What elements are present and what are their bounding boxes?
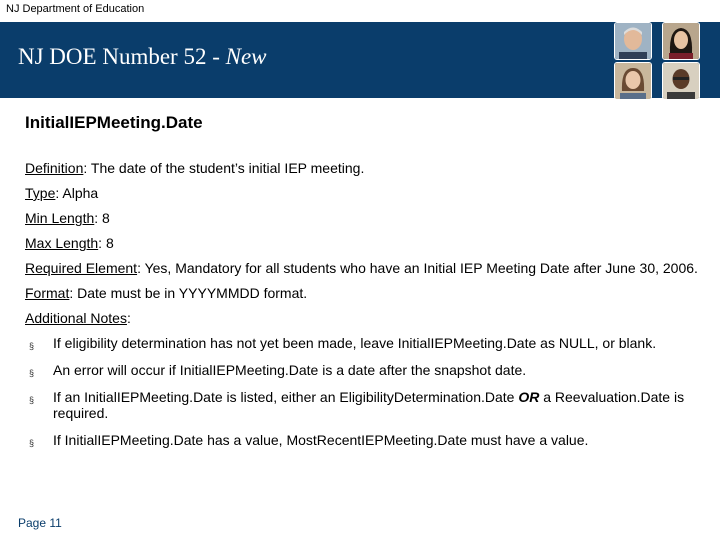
photo-collage (614, 22, 710, 98)
title-banner (0, 22, 720, 98)
format-row (25, 285, 705, 301)
person-photo (662, 62, 700, 100)
note-text: If eligibility determination has not yet been made, leave InitialIEPMeeting.Date as NULL, or blank. (53, 335, 657, 351)
bullet-icon: § (29, 395, 35, 405)
max-length-row (25, 235, 705, 251)
note-text: An error will occur if InitialIEPMeeting.Date is a date after the snapshot date. (53, 362, 527, 378)
bullet-icon: § (29, 341, 35, 351)
definition-value: : The date of the student’s initial IEP meeting. (83, 160, 365, 176)
notes-row (25, 310, 705, 326)
definition-row (25, 160, 705, 176)
required-value: : Yes, Mandatory for all students who have an Initial IEP Meeting Date after June 30, 2006. (137, 260, 698, 276)
note-text: If an InitialIEPMeeting.Date is listed, either an EligibilityDetermination.Date (53, 389, 519, 405)
field-heading: InitialIEPMeeting.Date (25, 113, 203, 132)
bullet-icon: § (29, 368, 35, 378)
list-item (25, 432, 705, 448)
max-length-value: : 8 (98, 235, 114, 251)
type-row (25, 185, 705, 201)
person-photo (662, 22, 700, 60)
type-label: Type (25, 185, 56, 201)
required-label: Required Element (25, 260, 138, 276)
org-label: NJ Department of Education (6, 3, 145, 15)
slide-title-emphasis: New (225, 44, 267, 69)
list-item (25, 335, 705, 351)
min-length-value: : 8 (94, 210, 110, 226)
field-details (25, 160, 705, 459)
bullet-icon: § (29, 438, 35, 448)
person-photo (614, 22, 652, 60)
note-emphasis: OR (518, 389, 540, 405)
person-photo (614, 62, 652, 100)
format-value: : Date must be in YYYYMMDD format. (69, 285, 308, 301)
type-value: : Alpha (55, 185, 99, 201)
list-item (25, 389, 705, 421)
required-row (25, 260, 705, 276)
page-number: Page 11 (18, 516, 62, 530)
slide-title (18, 44, 267, 70)
min-length-row (25, 210, 705, 226)
note-text: a Reevaluation.Date is required. (53, 389, 685, 421)
slide-title-main: NJ DOE Number 52 - (18, 44, 226, 69)
list-item (25, 362, 705, 378)
notes-colon: : (126, 310, 131, 326)
notes-label: Additional Notes (25, 310, 127, 326)
notes-list (25, 335, 705, 448)
note-text: If InitialIEPMeeting.Date has a value, MostRecentIEPMeeting.Date must have a value. (53, 432, 589, 448)
min-length-label: Min Length (25, 210, 95, 226)
definition-label: Definition (25, 160, 84, 176)
max-length-label: Max Length (25, 235, 99, 251)
format-label: Format (25, 285, 70, 301)
